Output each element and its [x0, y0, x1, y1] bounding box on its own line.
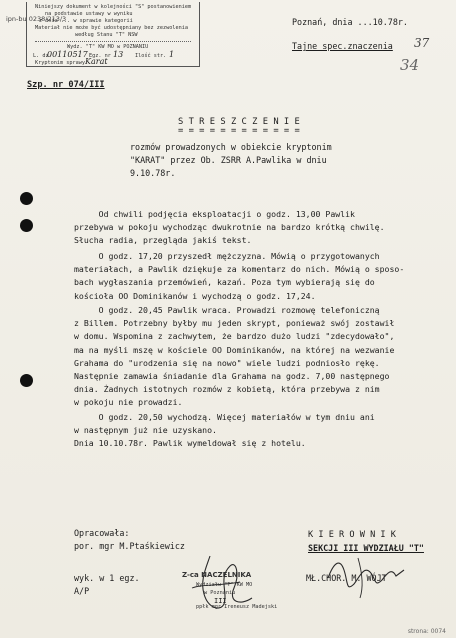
- handwritten-number-top: 37: [414, 36, 430, 50]
- handwritten-number-corner: 34: [400, 56, 420, 74]
- stamp-ilosc-value: 1: [169, 50, 175, 59]
- paragraph-1: Od chwili podjęcia eksploatacji o godz. 13,00 Pawlik przebywa w pokoju wychodząc dwukrotnie na bardzo krótką chwilę. Słucha radia, przegląda jakiś tekst.: [74, 209, 385, 246]
- stamp-kryptonim-label: Kryptonim sprawy: [35, 60, 85, 66]
- place-date: Poznań, dnia ...10.78r.: [292, 17, 408, 27]
- stamp-line-3: z dnia ... w sprawie kategorii: [39, 18, 133, 24]
- stamp-line-1: Niniejszy dokument w kolejności "S" postanowieniem: [35, 4, 192, 10]
- document-title: S T R E S Z C Z E N I E: [178, 117, 300, 127]
- stamp-kryptonim-value: Karat: [85, 57, 108, 66]
- punch-hole-icon: [20, 374, 33, 387]
- subtitle-line-1: rozmów prowadzonych w obiekcie kryptonim: [130, 142, 332, 152]
- stamp-egz-value: 13: [113, 50, 124, 59]
- copies-note: wyk. w 1 egz.: [74, 573, 140, 583]
- prepared-name: por. mgr M.Ptaśkiewicz: [74, 541, 185, 551]
- punch-hole-icon: [20, 219, 33, 232]
- classification-stamp-box: [26, 2, 200, 67]
- deputy-stamp-line-2: Wydziału "T" KW MO: [196, 582, 253, 588]
- stamp-wydz: Wydz. "T" KW MO w POZNANIU: [67, 44, 149, 50]
- stamp-ilosc-label: Ilość str.: [135, 53, 167, 59]
- stamp-egz-label: Egz. nr: [89, 53, 111, 59]
- title-rule: = = = = = = = = = = = =: [178, 126, 300, 136]
- file-mark: A/P: [74, 586, 90, 596]
- classification-label: Tajne spec.znaczenia: [292, 41, 393, 51]
- punch-hole-icon: [20, 192, 33, 205]
- subtitle-line-3: 9.10.78r.: [130, 168, 176, 178]
- paragraph-4: O godz. 20,50 wychodzą. Więcej materiałów w tym dniu ani w następnym już nie uzyskano. Dnia 10.10.78r. Pawlik wymeldował się z hotelu.: [74, 412, 375, 449]
- subtitle-line-2: "KARAT" przez Ob. ZSRR A.Pawlika w dniu: [130, 155, 327, 165]
- head-section: SEKCJI III WYDZIAŁU "T": [308, 543, 424, 553]
- page-code: strona: 0074: [407, 628, 446, 635]
- deputy-stamp-line-1: Z-ca NACZELNIKA: [182, 571, 252, 579]
- archive-code: ipn-bu 0238/213/3: [6, 15, 67, 23]
- stamp-line-2: na podstawie ustawy w wyniku: [45, 11, 133, 17]
- deputy-stamp-line-3: w Poznaniu: [204, 590, 236, 596]
- paragraph-2: O godz. 17,20 przyszedł mężczyzna. Mówią o przygotowanych materiałach, a Pawlik dziękuje za komentarz do nich. Mówią o sposo- bach wygłaszania przemówień, kazań. Poza tym wybierają się do kościoła OO Dominikanów i wychodzą o godz. 17,24.: [74, 251, 405, 301]
- deputy-stamp-line-4: ppłk mgr Ireneusz Madejski: [196, 604, 278, 610]
- head-signature-icon: [318, 548, 418, 600]
- stamp-line-5: według Stanu "T" NSW: [75, 32, 138, 38]
- deputy-stamp-roman: III: [214, 597, 227, 605]
- stamp-nr-label: L. dz.: [33, 53, 52, 59]
- head-title: K I E R O W N I K: [308, 530, 396, 540]
- prepared-label: Opracowała:: [74, 528, 130, 538]
- paragraph-3: O godz. 20,45 Pawlik wraca. Prowadzi rozmowę telefoniczną z Billem. Potrzebny byłby mu jeden skrypt, ponieważ swój zostawił w domu. Wspomina z zachwytem, że bardzo dużo ludzi "zdecydowało", ma na myśli mszę w kościele OO Dominikanów, na której na wezwanie Grahama do "urodzenia się na nowo" wiele ludzi podniosło rękę. Następnie zamawia śniadanie dla Grahama na godz. 7,00 następnego dnia. Żadnych istotnych rozmów z kobietą, która przebywa z nim w pokoju nie prowadzi.: [74, 305, 395, 408]
- head-name: MŁ.CHOR. M. WÓJT: [306, 573, 387, 583]
- stamp-divider: [35, 41, 191, 42]
- stamp-nr-value: 00110517: [47, 50, 88, 59]
- stamp-line-4: Materiał nie może być udostępniany bez zezwolenia: [35, 25, 189, 31]
- deputy-signature-icon: [180, 548, 270, 618]
- szp-number: Szp. nr 074/III: [27, 80, 105, 90]
